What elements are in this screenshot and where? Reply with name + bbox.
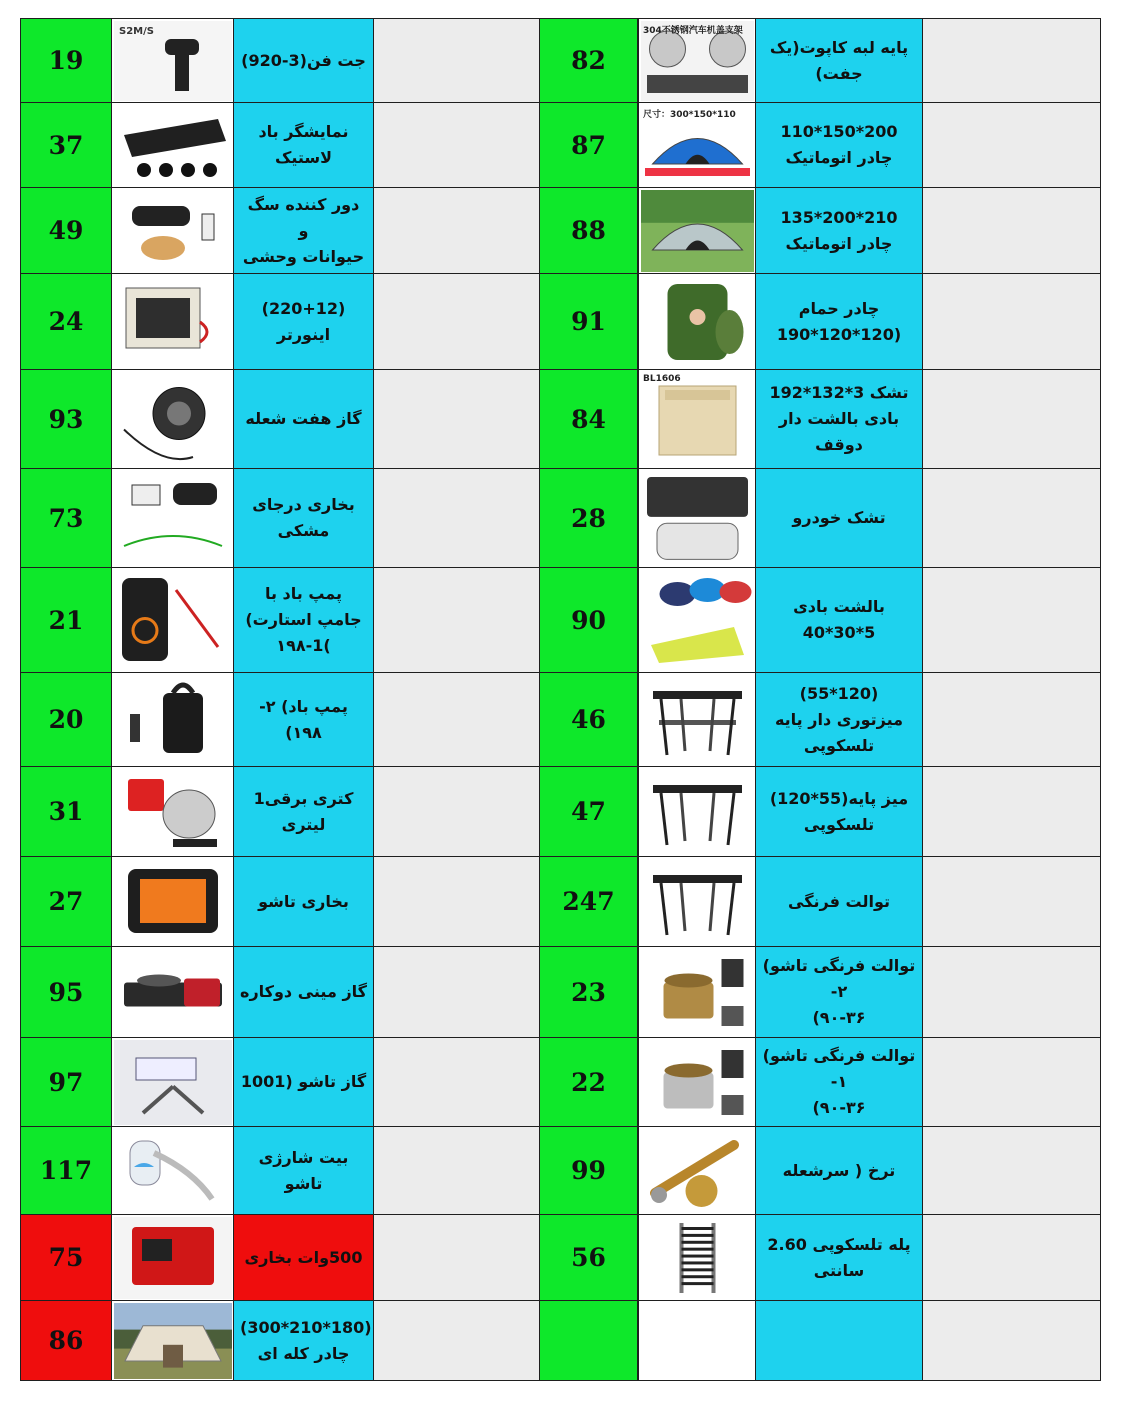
tire-pressure-monitor-image — [112, 105, 233, 186]
item-number-text: 73 — [48, 503, 84, 533]
blank-cell — [923, 103, 1101, 188]
blank-cell — [923, 947, 1101, 1038]
product-name-text: 135*200*210 چادر اتوماتیک — [780, 207, 898, 253]
mini-stove-image — [112, 949, 233, 1036]
blank-cell — [923, 568, 1101, 673]
item-number — [21, 673, 112, 767]
product-name — [756, 370, 923, 469]
product-name-text: گاز تاشو (1001 — [240, 1072, 367, 1091]
item-number — [540, 1301, 638, 1381]
table-row — [639, 568, 1101, 673]
item-number — [540, 188, 638, 274]
item-number-text: 31 — [48, 797, 84, 826]
right-table — [638, 18, 1100, 1381]
product-image-cell — [112, 1215, 234, 1301]
table-row — [21, 19, 638, 103]
item-number — [540, 1127, 638, 1215]
product-name — [234, 857, 374, 947]
inverter-image — [112, 276, 233, 368]
item-number-text: 49 — [48, 216, 84, 245]
diesel-heater-kit-image — [112, 471, 233, 566]
product-image-cell — [112, 19, 234, 103]
auto-tent-blue-image — [639, 105, 755, 186]
table-row — [21, 947, 638, 1038]
blank-cell — [923, 673, 1101, 767]
product-image-cell — [112, 1301, 234, 1381]
table-row — [21, 1038, 638, 1127]
item-number — [21, 103, 112, 188]
product-name — [756, 469, 923, 568]
blank-cell — [374, 1215, 540, 1301]
dog-repeller-image — [112, 190, 233, 272]
table-row — [21, 469, 638, 568]
table-row — [639, 1301, 1101, 1381]
item-number — [540, 274, 638, 370]
product-image-cell — [639, 188, 756, 274]
auto-tent-green-image — [639, 190, 755, 272]
item-number — [21, 1038, 112, 1127]
blank-cell — [923, 857, 1101, 947]
product-name-text: 500وات بخاری — [244, 1247, 363, 1267]
product-image-cell — [639, 1301, 756, 1381]
product-name — [756, 947, 923, 1038]
item-number — [540, 1215, 638, 1301]
price-sheet — [20, 18, 1100, 1380]
product-name-text: گاز هفت شعله — [245, 409, 362, 428]
product-image-cell — [639, 103, 756, 188]
item-number-text: 87 — [571, 130, 606, 160]
blank-cell — [923, 469, 1101, 568]
item-number — [21, 947, 112, 1038]
hood-mount-image — [639, 21, 755, 101]
blank-cell — [374, 188, 540, 274]
item-number-text: 22 — [571, 1067, 606, 1097]
product-image-cell — [112, 274, 234, 370]
folding-table-image — [639, 769, 755, 855]
item-number — [21, 857, 112, 947]
product-name-text: توالت فرنگی تاشو) ۲- (۹۰-۳۶ — [762, 956, 916, 1027]
product-name — [756, 188, 923, 274]
product-name-text: توالت فرنگی تاشو) ۱- (۹۰-۳۶ — [762, 1046, 916, 1117]
product-name — [234, 568, 374, 673]
table-row — [639, 673, 1101, 767]
product-image-cell — [639, 673, 756, 767]
item-number-text: 117 — [39, 1156, 93, 1185]
blank-cell — [374, 1127, 540, 1215]
item-number-text: 90 — [571, 605, 606, 635]
product-name-text: (55*120) میزتوری دار پایه تلسکوپی — [774, 683, 904, 755]
item-number-text: 23 — [571, 977, 606, 1007]
product-name-text: دور کننده سگ و حیوانات وحشی — [242, 194, 365, 266]
product-name — [234, 673, 374, 767]
product-name — [234, 1038, 374, 1127]
product-name-text: ترخ ( سرشعله — [782, 1160, 896, 1180]
blank-cell — [923, 767, 1101, 857]
product-name — [756, 1215, 923, 1301]
seven-flame-burner-image — [112, 372, 233, 467]
item-number-text: 247 — [562, 887, 615, 916]
product-name-text: چادر حمام 120*120*190) — [776, 298, 902, 344]
blank-cell — [923, 274, 1101, 370]
blank-cell — [374, 947, 540, 1038]
table-row — [639, 1215, 1101, 1301]
item-number-text: 86 — [48, 1326, 84, 1355]
table-row — [21, 274, 638, 370]
product-name-text: بخاری درجای مشکی — [252, 495, 355, 540]
folding-stove-image — [112, 1040, 233, 1125]
product-image-cell — [639, 1038, 756, 1127]
folding-toilet-1-image — [639, 1040, 755, 1125]
product-name — [756, 1127, 923, 1215]
air-pillow-image — [639, 570, 755, 671]
product-name — [234, 469, 374, 568]
folding-heater-image — [112, 859, 233, 945]
product-image-cell — [112, 370, 234, 469]
product-image-cell — [112, 469, 234, 568]
blank-cell — [374, 370, 540, 469]
item-number — [21, 370, 112, 469]
jump-starter-pump-image — [112, 570, 233, 671]
table-row — [21, 1215, 638, 1301]
item-number — [540, 568, 638, 673]
product-name-text: بالشت بادی 5*30*40 — [793, 597, 885, 642]
product-image-cell — [639, 274, 756, 370]
product-image-cell — [112, 1127, 234, 1215]
item-number — [21, 1127, 112, 1215]
blank-cell — [923, 1215, 1101, 1301]
item-number-text: 56 — [571, 1243, 606, 1272]
table-row — [639, 1038, 1101, 1127]
table-row — [639, 103, 1101, 188]
table-row — [639, 469, 1101, 568]
jet-fan-image — [112, 21, 233, 101]
image-caption: 尺寸：300*150*110 — [643, 109, 736, 120]
product-name — [756, 767, 923, 857]
air-pump-image — [112, 675, 233, 765]
torch-head-image — [639, 1129, 755, 1213]
item-number — [540, 370, 638, 469]
portable-toilet-image — [639, 859, 755, 945]
product-name — [756, 1301, 923, 1381]
product-name — [234, 19, 374, 103]
blank-cell — [923, 19, 1101, 103]
product-name-text: (220+12) اینورتر — [261, 298, 346, 344]
table-row — [639, 370, 1101, 469]
table-row — [21, 673, 638, 767]
table-row — [21, 1301, 638, 1381]
left-table — [20, 18, 637, 1381]
product-name-text: تشک 3*132*192 بادی بالشت دار دوقف — [769, 383, 909, 454]
air-mattress-image — [639, 372, 755, 467]
product-image-cell — [639, 1215, 756, 1301]
product-image-cell — [112, 188, 234, 274]
car-mattress-image — [639, 471, 755, 566]
item-number — [21, 274, 112, 370]
item-number-text: 27 — [48, 887, 84, 916]
product-image-cell — [112, 767, 234, 857]
product-name — [756, 857, 923, 947]
product-name — [234, 1301, 374, 1381]
item-number-text: 28 — [571, 503, 606, 533]
product-image-cell — [639, 767, 756, 857]
product-name — [234, 274, 374, 370]
item-number-text: 99 — [571, 1156, 606, 1185]
product-name — [234, 1127, 374, 1215]
product-name — [234, 1215, 374, 1301]
item-number — [21, 19, 112, 103]
product-image-cell — [639, 1127, 756, 1215]
product-image-cell — [112, 857, 234, 947]
mesh-table-image — [639, 675, 755, 765]
blank-cell — [923, 188, 1101, 274]
blank-cell — [374, 767, 540, 857]
image-caption: S2M/S — [119, 26, 154, 37]
blank-cell — [374, 274, 540, 370]
product-image-cell — [112, 568, 234, 673]
item-number — [540, 469, 638, 568]
item-number-text: 46 — [571, 705, 606, 734]
table-row — [21, 767, 638, 857]
product-name-text: جت فن(3-920) — [241, 50, 366, 70]
product-name-text: 110*150*200 چادر اتوماتیک — [780, 122, 898, 167]
product-name-text: (300*210*180) چادر کله ای — [240, 1317, 372, 1363]
item-number-text: 82 — [571, 46, 606, 75]
product-image-cell — [112, 673, 234, 767]
product-name — [756, 274, 923, 370]
blank-cell — [374, 1038, 540, 1127]
table-row — [21, 568, 638, 673]
blank-cell — [374, 568, 540, 673]
product-name-text: گاز مینی دوکاره — [240, 982, 367, 1001]
blank-cell — [374, 857, 540, 947]
telescopic-ladder-image — [639, 1217, 755, 1299]
table-row — [21, 1127, 638, 1215]
product-name — [756, 103, 923, 188]
table-row — [639, 767, 1101, 857]
product-name-text: تشک خودرو — [792, 508, 886, 527]
product-name-text: بخاری تاشو — [258, 891, 349, 911]
product-image-cell — [639, 469, 756, 568]
item-number-text: 97 — [48, 1067, 84, 1097]
item-number-text: 75 — [48, 1243, 84, 1272]
product-name-text: کتری برقی1 لیتری — [253, 788, 354, 834]
product-name-text: پمپ باد با جامپ استارت) ۱۹۸-1( — [245, 584, 362, 655]
table-row — [21, 857, 638, 947]
product-image-cell — [112, 947, 234, 1038]
item-number-text: 21 — [48, 605, 84, 635]
blank-cell — [923, 370, 1101, 469]
blank-cell — [374, 673, 540, 767]
item-number-text: 95 — [48, 977, 84, 1007]
blank-cell — [374, 469, 540, 568]
table-row — [21, 103, 638, 188]
item-number — [21, 469, 112, 568]
heater-500w-image — [112, 1217, 233, 1299]
blank-cell — [374, 19, 540, 103]
image-caption: BL1606 — [643, 373, 681, 384]
product-name-text: نمایشگر باد لاستیک — [258, 122, 349, 167]
product-name-text: میز پایه(55*120) تلسکوپی — [769, 788, 909, 834]
product-name-text: پمپ باد) ۲- (۱۹۸ — [259, 696, 348, 742]
product-image-cell — [112, 103, 234, 188]
item-number — [540, 19, 638, 103]
table-row — [21, 188, 638, 274]
product-image-cell — [639, 857, 756, 947]
product-name — [756, 1038, 923, 1127]
product-name-text: بیت شارژی تاشو — [258, 1147, 349, 1193]
electric-kettle-image — [112, 769, 233, 855]
item-number — [540, 1038, 638, 1127]
table-row — [639, 188, 1101, 274]
product-name-text: توالت فرنگی — [788, 891, 890, 911]
blank-cell — [374, 103, 540, 188]
product-name — [234, 767, 374, 857]
product-name — [756, 568, 923, 673]
item-number — [540, 857, 638, 947]
product-image-cell — [639, 370, 756, 469]
table-row — [21, 370, 638, 469]
item-number-text: 47 — [571, 797, 606, 826]
item-number — [21, 767, 112, 857]
item-number-text: 20 — [48, 705, 84, 734]
product-image-cell — [639, 19, 756, 103]
image-caption: 304不锈钢汽车机盖支架 — [643, 25, 743, 36]
item-number — [540, 947, 638, 1038]
product-name — [234, 370, 374, 469]
item-number — [540, 103, 638, 188]
product-name — [234, 188, 374, 274]
item-number — [21, 568, 112, 673]
blank-cell — [923, 1038, 1101, 1127]
blank-cell — [923, 1127, 1101, 1215]
cabin-tent-image — [112, 1303, 233, 1379]
table-row — [639, 274, 1101, 370]
product-name — [234, 947, 374, 1038]
folding-toilet-2-image — [639, 949, 755, 1036]
shower-tent-image — [639, 276, 755, 368]
item-number-text: 84 — [571, 404, 606, 434]
product-name-text: پایه لبه کاپوت(یک جفت) — [769, 37, 909, 83]
blank-cell — [374, 1301, 540, 1381]
product-image-cell — [112, 1038, 234, 1127]
table-row — [639, 857, 1101, 947]
table-row — [639, 19, 1101, 103]
table-row — [639, 947, 1101, 1038]
item-number — [21, 1301, 112, 1381]
product-name — [234, 103, 374, 188]
item-number-text: 37 — [48, 130, 84, 160]
product-name-text: پله تلسکوپی 2.60 سانتی — [767, 1234, 911, 1280]
item-number — [21, 1215, 112, 1301]
item-number — [540, 767, 638, 857]
item-number — [540, 673, 638, 767]
product-name — [756, 673, 923, 767]
item-number-text: 24 — [48, 307, 84, 336]
item-number-text: 19 — [48, 46, 84, 75]
item-number-text: 88 — [571, 216, 606, 245]
blank-cell — [923, 1301, 1101, 1381]
product-image-cell — [639, 947, 756, 1038]
item-number — [21, 188, 112, 274]
product-name — [756, 19, 923, 103]
item-number-text: 91 — [571, 307, 606, 336]
rechargeable-bidet-image — [112, 1129, 233, 1213]
item-number-text: 93 — [48, 404, 84, 434]
table-row — [639, 1127, 1101, 1215]
product-image-cell — [639, 568, 756, 673]
